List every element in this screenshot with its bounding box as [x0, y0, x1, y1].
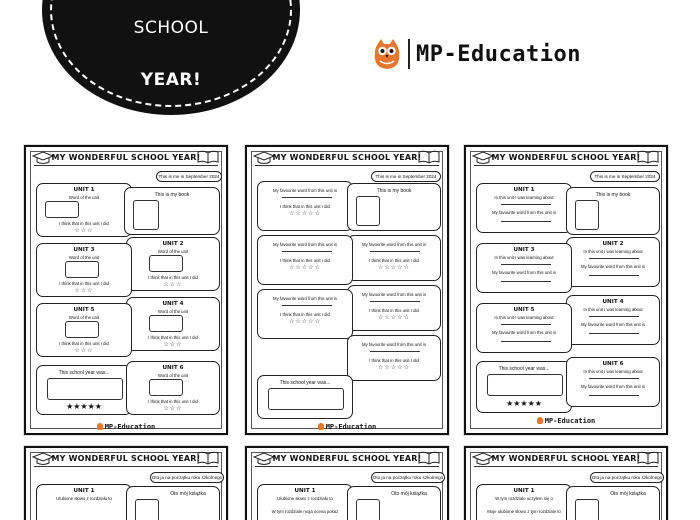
badge-line-year: YEAR!: [140, 70, 202, 90]
unit-1-box: UNIT 1 Ulubione słowo z rozdziału to: [36, 484, 132, 520]
brand-separator: [408, 39, 410, 69]
this-year-box: This school year was...: [257, 375, 353, 419]
worksheet-page-6: [464, 446, 668, 520]
unit-2-box: My favourite word from this unit is I think that in this unit I did ☆☆☆☆☆: [347, 235, 441, 281]
worksheet-page-3: [464, 145, 668, 435]
worksheet-page-1: [24, 145, 228, 435]
unit-3-box: UNIT 3 Word of the unit I think that in this unit I did ☆☆☆: [36, 243, 132, 297]
page-footer-brand: MP-Education: [26, 423, 226, 431]
my-book-box: This is my book: [124, 187, 220, 235]
owl-icon: [372, 37, 402, 71]
page-footer-brand: MP-Education: [466, 417, 666, 425]
page-footer-brand: MP-Education: [247, 423, 447, 431]
unit-5-box: UNIT 5 In this unit I was learning about My favourite word from this unit is: [476, 303, 572, 353]
unit-4-box: UNIT 4 Word of the unit I think that in this unit I did ☆☆☆: [126, 297, 220, 351]
september-pill-pl: Oto ja na początku roku szkolnego: [371, 472, 445, 483]
school-year-badge: [42, 0, 300, 115]
unit-1-box: My favourite word from this unit is I think that in this unit I did ☆☆☆☆☆: [257, 181, 353, 231]
unit-5-box: UNIT 5 Word of the unit I think that in this unit I did ☆☆☆: [36, 303, 132, 357]
unit-6-box: UNIT 6 Word of the unit I think that in this unit I did ☆☆☆: [126, 361, 220, 415]
page-title: MY WONDERFUL SCHOOL YEAR!: [272, 454, 422, 463]
page-title: MY WONDERFUL SCHOOL YEAR!: [51, 454, 201, 463]
unit-1-box: UNIT 1 Ulubione słowo z rozdziału to W tym rozdziale moja ocena pokaz: [257, 484, 353, 520]
page-title: MY WONDERFUL SCHOOL YEAR!: [491, 153, 641, 162]
open-book-icon: [636, 149, 660, 165]
open-book-icon: [196, 149, 220, 165]
september-pill: This is me in September 2024: [590, 171, 660, 182]
unit-3-box: My favourite word from this unit is I think that in this unit I did ☆☆☆☆☆: [257, 235, 353, 285]
worksheet-page-4: [24, 446, 228, 520]
open-book-icon: [196, 450, 220, 466]
badge-line-school: SCHOOL: [133, 18, 209, 38]
my-book-box-pl: Oto mój książka: [126, 486, 220, 520]
unit-5-box: My favourite word from this unit is I think that in this unit I did ☆☆☆☆☆: [257, 289, 353, 339]
page-title: MY WONDERFUL SCHOOL YEAR!: [51, 153, 201, 162]
unit-2-box: UNIT 2 Word of the unit I think that in this unit I did ☆☆☆: [126, 237, 220, 291]
worksheet-page-5: [245, 446, 449, 520]
unit-4-box: UNIT 4 In this unit I was learning about My favourite word from this unit is: [566, 295, 660, 345]
brand-name: MP-Education: [416, 41, 581, 67]
open-book-icon: [417, 450, 441, 466]
this-year-box: This school year was... ★★★★★: [36, 365, 132, 415]
september-pill: This is me in September 2024: [371, 171, 441, 182]
september-pill-pl: Oto ja na początku roku szkolnego: [150, 472, 224, 483]
page-title: MY WONDERFUL SCHOOL YEAR!: [272, 153, 422, 162]
open-book-icon: [417, 149, 441, 165]
my-book-box: This is my book: [347, 183, 441, 231]
september-pill-pl: Oto ja na początku roku szkolnego: [590, 472, 664, 483]
worksheet-page-2: [245, 145, 449, 435]
my-book-box: This is my book: [566, 187, 660, 235]
unit-6-box: My favourite word from this unit is I think that in this unit I did ☆☆☆☆☆: [347, 335, 441, 381]
unit-1-box: UNIT 1 Word of the unit I think that in this unit I did ☆☆☆: [36, 183, 132, 237]
open-book-icon: [636, 450, 660, 466]
this-year-box: This school year was... ★★★★★: [476, 361, 572, 413]
unit-2-box: UNIT 2 In this unit I was learning about My favourite word from this unit is: [566, 237, 660, 287]
unit-4-box: My favourite word from this unit is I think that in this unit I did ☆☆☆☆☆: [347, 285, 441, 331]
unit-1-box: UNIT 1 In this unit I was learning about My favourite word from this unit is: [476, 183, 572, 233]
my-book-box-pl: Oto mój książka: [566, 486, 660, 520]
my-book-box-pl: Oto mój książka: [347, 486, 441, 520]
unit-1-box: UNIT 1 W tym rozdziale uczyłem się o Moje ulubione słowo z tym rozdziale to: [476, 484, 572, 520]
september-pill: This is me in September 2024: [156, 171, 222, 182]
unit-6-box: UNIT 6 In this unit I was learning about My favourite word from this unit is: [566, 357, 660, 407]
page-title: MY WONDERFUL SCHOOL YEAR!: [491, 454, 641, 463]
brand-logo: [372, 36, 581, 72]
unit-3-box: UNIT 3 In this unit I was learning about My favourite word from this unit is: [476, 243, 572, 293]
